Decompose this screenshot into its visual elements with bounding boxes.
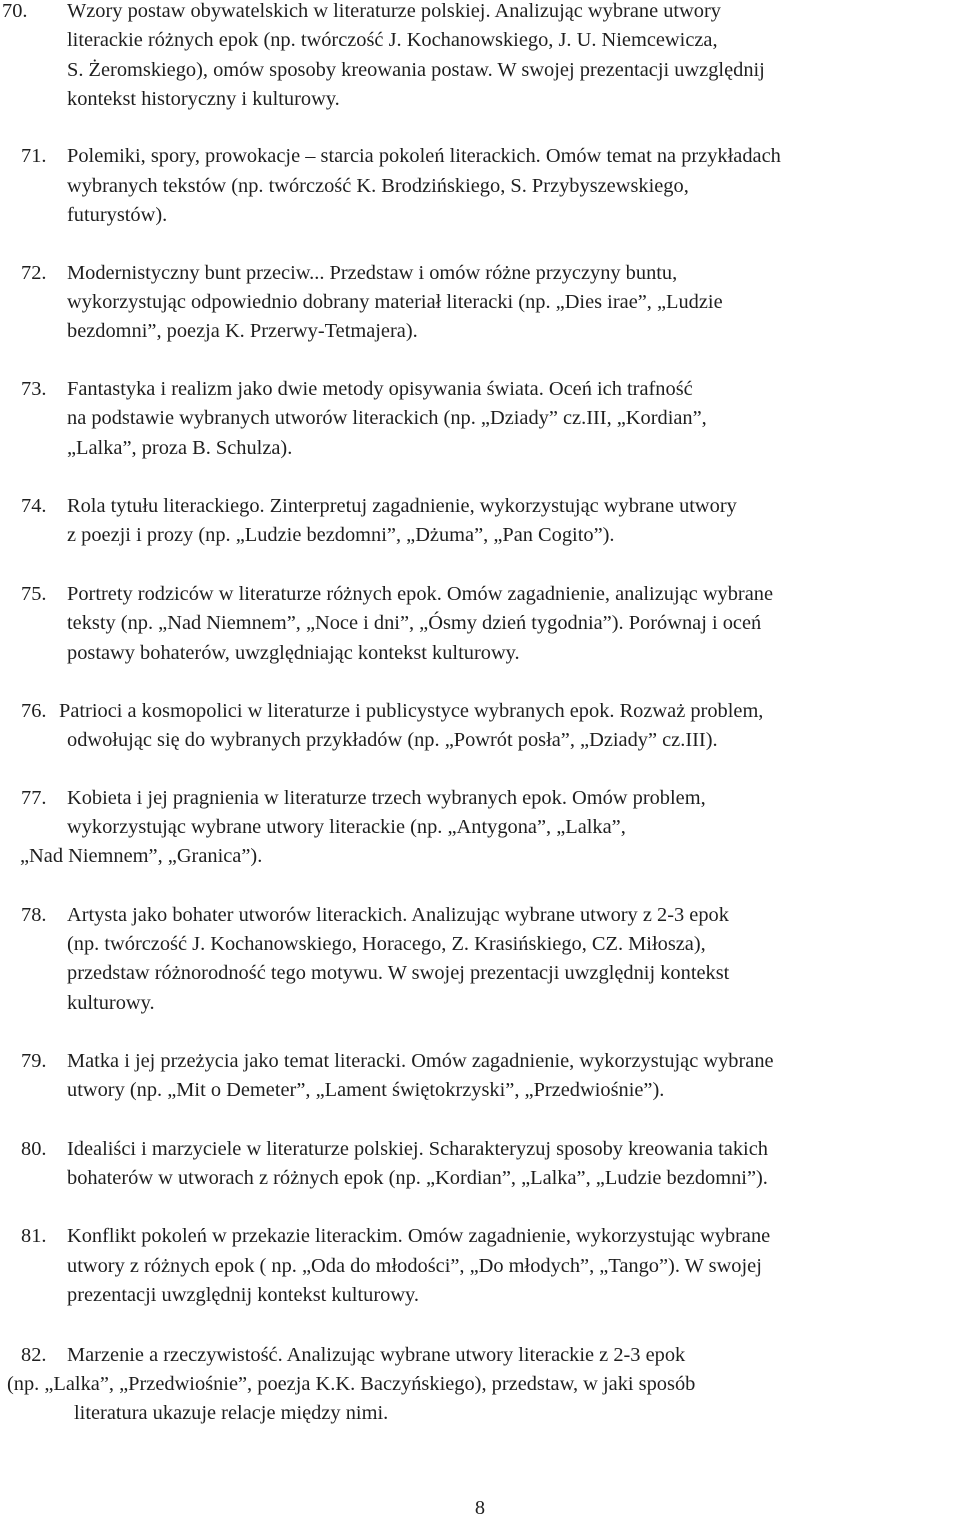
item-number: 71.: [21, 145, 47, 167]
item-text-line: wykorzystując wybrane utwory literackie (np. „Antygona”, „Lalka”,: [67, 816, 626, 838]
item-text-line: Polemiki, spory, prowokacje – starcia pokoleń literackich. Omów temat na przykładach: [67, 145, 781, 167]
item-text-line: Matka i jej przeżycia jako temat literacki. Omów zagadnienie, wykorzystując wybrane: [67, 1050, 774, 1072]
item-text-line: (np. „Lalka”, „Przedwiośnie”, poezja K.K. Baczyńskiego), przedstaw, w jaki sposób: [7, 1373, 696, 1395]
item-text-line: Portrety rodziców w literaturze różnych epok. Omów zagadnienie, analizując wybrane: [67, 583, 774, 605]
item-text-line: S. Żeromskiego), omów sposoby kreowania postaw. W swojej prezentacji uwzględnij: [67, 59, 765, 81]
item-text-line: Patrioci a kosmopolici w literaturze i publicystyce wybranych epok. Rozważ problem,: [59, 700, 764, 722]
item-text-line: przedstaw różnorodność tego motywu. W swojej prezentacji uwzględnij kontekst: [67, 962, 730, 984]
item-text-line: prezentacji uwzględnij kontekst kulturowy.: [67, 1284, 420, 1306]
item-text-line: Konflikt pokoleń w przekazie literackim. Omów zagadnienie, wykorzystując wybrane: [67, 1225, 771, 1247]
item-text-line: Artysta jako bohater utworów literackich. Analizując wybrane utwory z 2-3 epok: [67, 904, 729, 926]
item-text-line: bezdomni”, poezja K. Przerwy-Tetmajera).: [67, 320, 418, 342]
item-text-line: kontekst historyczny i kulturowy.: [67, 88, 340, 110]
item-text-line: Marzenie a rzeczywistość. Analizując wybrane utwory literackie z 2-3 epok: [67, 1344, 686, 1366]
item-text-line: wykorzystując odpowiednio dobrany materiał literacki (np. „Dies irae”, „Ludzie: [67, 291, 723, 313]
item-number: 82.: [21, 1344, 47, 1366]
item-number: 81.: [21, 1225, 47, 1247]
item-text-line: Modernistyczny bunt przeciw... Przedstaw i omów różne przyczyny buntu,: [67, 262, 678, 284]
item-number: 79.: [21, 1050, 47, 1072]
item-text-line: futurystów).: [67, 204, 168, 226]
item-text-line: Wzory postaw obywatelskich w literaturze polskiej. Analizując wybrane utwory: [67, 0, 721, 22]
item-number: 70.: [2, 0, 28, 22]
item-text-line: literatura ukazuje relacje między nimi.: [74, 1402, 389, 1424]
item-text-line: postawy bohaterów, uwzględniając kontekst kulturowy.: [67, 642, 520, 664]
item-text-line: Fantastyka i realizm jako dwie metody opisywania świata. Oceń ich trafność: [67, 378, 693, 400]
item-text-line: bohaterów w utworach z różnych epok (np. „Kordian”, „Lalka”, „Ludzie bezdomni”).: [67, 1167, 768, 1189]
item-number: 77.: [21, 787, 47, 809]
item-text-line: „Lalka”, proza B. Schulza).: [67, 437, 293, 459]
item-text-line: utwory (np. „Mit o Demeter”, „Lament świętokrzyski”, „Przedwiośnie”).: [67, 1079, 665, 1101]
item-number: 72.: [21, 262, 47, 284]
item-text-line: z poezji i prozy (np. „Ludzie bezdomni”, „Dżuma”, „Pan Cogito”).: [67, 524, 615, 546]
item-number: 76.: [21, 700, 47, 722]
item-number: 74.: [21, 495, 47, 517]
item-number: 80.: [21, 1138, 47, 1160]
item-text-line: odwołując się do wybranych przykładów (np. „Powrót posła”, „Dziady” cz.III).: [67, 729, 718, 751]
item-text-line: „Nad Niemnem”, „Granica”).: [20, 845, 263, 867]
item-text-line: Idealiści i marzyciele w literaturze polskiej. Scharakteryzuj sposoby kreowania takich: [67, 1138, 768, 1160]
item-text-line: utwory z różnych epok ( np. „Oda do młodości”, „Do młodych”, „Tango”). W swojej: [67, 1255, 762, 1277]
item-text-line: wybranych tekstów (np. twórczość K. Brodzińskiego, S. Przybyszewskiego,: [67, 175, 689, 197]
item-number: 78.: [21, 904, 47, 926]
item-text-line: Kobieta i jej pragnienia w literaturze trzech wybranych epok. Omów problem,: [67, 787, 706, 809]
item-text-line: kulturowy.: [67, 992, 155, 1014]
item-number: 73.: [21, 378, 47, 400]
page-number: 8: [474, 1497, 486, 1519]
item-text-line: literackie różnych epok (np. twórczość J. Kochanowskiego, J. U. Niemcewicza,: [67, 29, 718, 51]
item-text-line: na podstawie wybranych utworów literackich (np. „Dziady” cz.III, „Kordian”,: [67, 407, 707, 429]
item-text-line: teksty (np. „Nad Niemnem”, „Noce i dni”, „Ósmy dzień tygodnia”). Porównaj i oceń: [67, 612, 762, 634]
item-text-line: Rola tytułu literackiego. Zinterpretuj zagadnienie, wykorzystując wybrane utwory: [67, 495, 737, 517]
item-number: 75.: [21, 583, 47, 605]
item-text-line: (np. twórczość J. Kochanowskiego, Horacego, Z. Krasińskiego, CZ. Miłosza),: [67, 933, 706, 955]
